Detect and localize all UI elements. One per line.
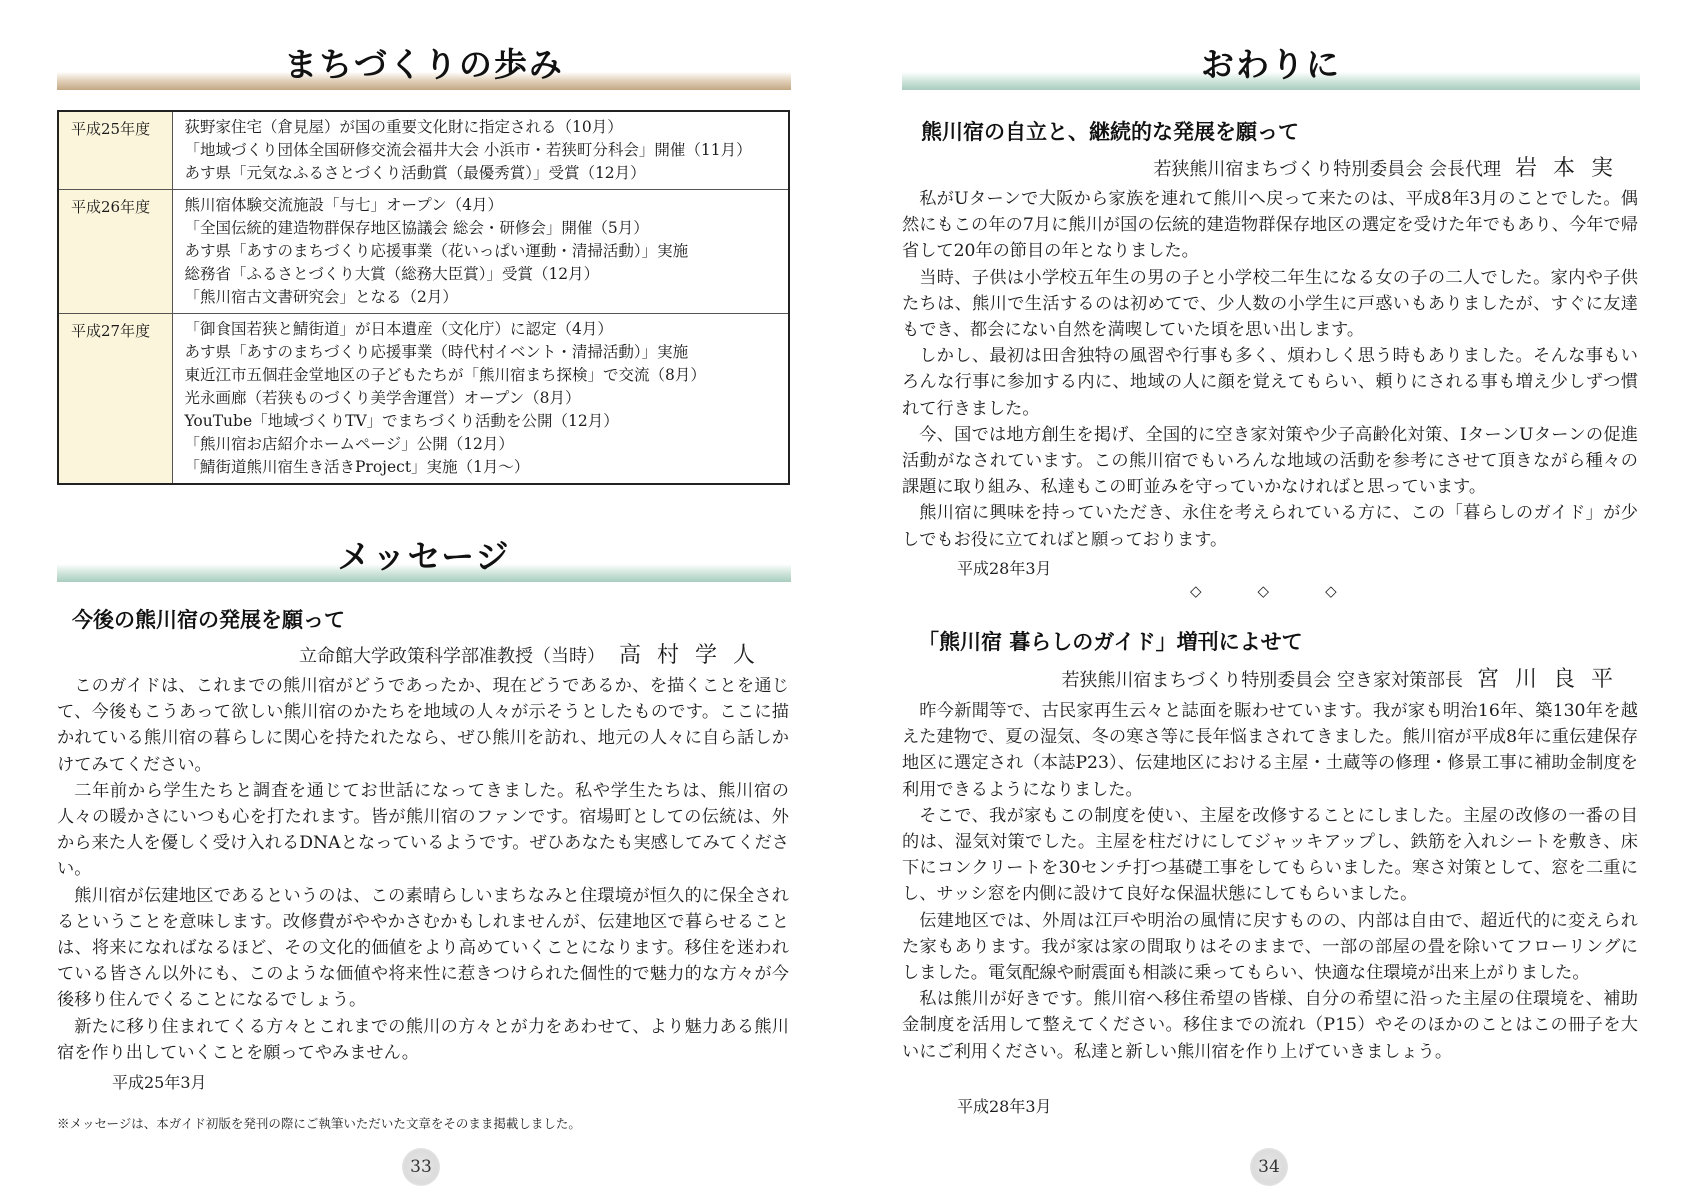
- footnote: ※メッセージは、本ガイド初版を発刊の際にご執筆いただいた文章をそのまま掲載しました。: [57, 1116, 581, 1131]
- essay1-title: 熊川宿の自立と、継続的な発展を願って: [921, 120, 1299, 144]
- author-name: 高村学人: [618, 643, 771, 668]
- event-item: あす県「あすのまちづくり応援事業（時代村イベント・清掃活動）」実施: [184, 343, 689, 361]
- author-affiliation: 若狭熊川宿まちづくり特別委員会 空き家対策部長: [1061, 670, 1463, 691]
- table-row: [58, 111, 789, 190]
- message-title: 今後の熊川宿の発展を願って: [72, 608, 345, 632]
- year-cell: 平成25年度: [58, 111, 172, 190]
- event-item: あす県「あすのまちづくり応援事業（花いっぱい運動・清掃活動）」実施: [184, 242, 689, 260]
- message-date: 平成25年3月: [112, 1073, 207, 1092]
- history-title: まちづくりの歩み: [284, 44, 564, 84]
- event-item: YouTube「地域づくりTV」でまちづくり活動を公開（12月）: [184, 412, 619, 430]
- event-item: あす県「元気なふるさとづくり活動賞（最優秀賞）」受賞（12月）: [184, 164, 646, 182]
- body-paragraph: しかし、最初は田舎独特の風習や行事も多く、煩わしく思う時もありました。そんな事もいろんな行事に参加する内に、地域の人に顔を覚えてもらい、頼りにされる事も増え少しずつ慣れて行きました。: [902, 346, 1638, 419]
- essay1-date: 平成28年3月: [957, 559, 1052, 578]
- event-item: 「全国伝統的建造物群保存地区協議会 総会・研修会」開催（5月）: [184, 219, 649, 237]
- event-item: 荻野家住宅（倉見屋）が国の重要文化財に指定される（10月）: [184, 118, 623, 136]
- essay1-body: [902, 186, 1638, 553]
- body-paragraph: 私は熊川が好きです。熊川宿へ移住希望の皆様、自分の希望に沿った主屋の住環境を、補助金制度を活用して整えてください。移住までの流れ（P15）やそのほかのことはこの冊子を大いにご利用ください。私達と新しい熊川宿を作り上げていきましょう。: [902, 989, 1638, 1062]
- page-number: 34: [1250, 1148, 1288, 1186]
- body-paragraph: 私がUターンで大阪から家族を連れて熊川へ戻って来たのは、平成8年3月のことでした。偶然にもこの年の7月に熊川が国の伝統的建造物群保存地区の選定を受けた年でもあり、今年で帰省して20年の節目の年となりました。: [902, 189, 1638, 262]
- message-header-title: メッセージ: [337, 536, 511, 576]
- body-paragraph: このガイドは、これまでの熊川宿がどうであったか、現在どうであるか、を描くことを通じて、今後もこうあって欲しい熊川宿のかたちを地域の人々が示そうとしたものです。ここに描かれている熊川宿の暮らしに関心を持たれたなら、ぜひ熊川を訪れ、地元の人々に自ら話しかけてみてください。: [57, 676, 789, 775]
- essay2-title: 「熊川宿 暮らしのガイド」増刊によせて: [918, 630, 1303, 654]
- essay2-body: [902, 698, 1638, 1065]
- author-name: 宮川良平: [1476, 667, 1629, 692]
- author-affiliation: 若狭熊川宿まちづくり特別委員会 会長代理: [1153, 159, 1501, 180]
- closing-section-header: [902, 46, 1640, 90]
- essay2-author: [1061, 662, 1629, 693]
- diamond-separator: ◇◇◇: [1190, 582, 1393, 600]
- events-cell: [172, 111, 789, 190]
- body-paragraph: 伝建地区では、外周は江戸や明治の風情に戻すものの、内部は自由で、超近代的に変えられた家もあります。我が家は家の間取りはそのままで、一部の部屋の畳を除いてフローリングにしました。電気配線や耐震面も相談に乗ってもらい、快適な住環境が出来上がりました。: [902, 910, 1638, 984]
- events-cell: [172, 190, 789, 314]
- events-cell: [172, 314, 789, 485]
- event-item: 熊川宿体験交流施設「与七」オープン（4月）: [184, 196, 503, 214]
- body-paragraph: 熊川宿が伝建地区であるというのは、この素晴らしいまちなみと住環境が恒久的に保全されるということを意味します。改修費がややかさむかもしれませんが、伝建地区で暮らせることは、将来になればなるほど、その文化的価値をより高めていくことになります。移住を迷われている皆さん以外にも、このような価値や将来性に惹きつけられた個性的で魅力的な方々が今後移り住んでくることになるでしょう。: [57, 885, 789, 1011]
- event-item: 「熊川宿お店紹介ホームページ」公開（12月）: [184, 435, 514, 453]
- event-item: 「御食国若狭と鯖街道」が日本遺産（文化庁）に認定（4月）: [184, 320, 613, 338]
- event-item: 「熊川宿古文書研究会」となる（2月）: [184, 288, 458, 306]
- right-page: [842, 0, 1684, 1191]
- body-paragraph: 熊川宿に興味を持っていただき、永住を考えられている方に、この「暮らしのガイド」が少しでもお役に立てればと願っております。: [902, 503, 1638, 550]
- message-section-header: [57, 538, 791, 582]
- body-paragraph: 昨今新聞等で、古民家再生云々と誌面を賑わせています。我が家も明治16年、築130年を越えた建物で、夏の湿気、冬の寒さ等に長年悩まされてきました。熊川宿が平成8年に重伝建保存地区に選定され（本誌P23）、伝建地区における主屋・土蔵等の修理・修景工事に補助金制度を利用できるようになりました。: [902, 701, 1638, 800]
- event-item: 「鯖街道熊川宿生き活きProject」実施（1月～）: [184, 458, 530, 476]
- body-paragraph: 二年前から学生たちと調査を通じてお世話になってきました。私や学生たちは、熊川宿の人々の暖かさにいつも心を打たれます。皆が熊川宿のファンです。宿場町としての伝統は、外から来た人を優しく受け入れるDNAとなっているようです。ぜひあなたも実感してみてください。: [57, 780, 789, 880]
- event-item: 東近江市五個荘金堂地区の子どもたちが「熊川宿まち探検」で交流（8月）: [184, 366, 706, 384]
- event-item: 光永画廊（若狭ものづくり美学舎運営）オープン（8月）: [184, 389, 581, 407]
- closing-title: おわりに: [1201, 44, 1341, 84]
- event-item: 「地域づくり団体全国研修交流会福井大会 小浜市・若狭町分科会」開催（11月）: [184, 141, 752, 159]
- table-row: [58, 314, 789, 485]
- author-name: 岩本実: [1514, 156, 1629, 181]
- essay1-author: [1153, 151, 1629, 182]
- essay2-date: 平成28年3月: [957, 1097, 1052, 1116]
- table-row: [58, 190, 789, 314]
- event-item: 総務省「ふるさとづくり大賞（総務大臣賞）」受賞（12月）: [184, 265, 600, 283]
- year-cell: 平成26年度: [58, 190, 172, 314]
- history-section-header: [57, 46, 791, 90]
- year-cell: 平成27年度: [58, 314, 172, 485]
- body-paragraph: そこで、我が家もこの制度を使い、主屋を改修することにしました。主屋の改修の一番の目的は、湿気対策でした。主屋を柱だけにしてジャッキアップし、鉄筋を入れシートを敷き、床下にコンクリートを30センチ打つ基礎工事をしてもらいました。寒さ対策として、窓を二重にし、サッシ窓を内側に設けて良好な保温状態にしてもらいました。: [902, 805, 1638, 905]
- body-paragraph: 今、国では地方創生を掲げ、全国的に空き家対策や少子高齢化対策、IターンUターンの促進活動がなされています。この熊川宿でもいろんな地域の活動を参考にさせて頂きながら種々の課題に取り組み、私達もこの町並みを守っていかなければと思っています。: [902, 424, 1638, 498]
- message-body: [57, 673, 789, 1066]
- page-number: 33: [402, 1148, 440, 1186]
- history-table: [57, 110, 790, 485]
- body-paragraph: 当時、子供は小学校五年生の男の子と小学校二年生になる女の子の二人でした。家内や子供たちは、熊川で生活するのは初めてで、少人数の小学生に戸惑いもありましたが、すぐに友達もでき、都会にない自然を満喫していた頃を思い出します。: [902, 267, 1638, 341]
- author-affiliation: 立命館大学政策科学部准教授（当時）: [298, 646, 605, 667]
- message-author: [299, 638, 771, 669]
- body-paragraph: 新たに移り住まれてくる方々とこれまでの熊川の方々とが力をあわせて、より魅力ある熊川宿を作り出していくことを願ってやみません。: [57, 1016, 789, 1063]
